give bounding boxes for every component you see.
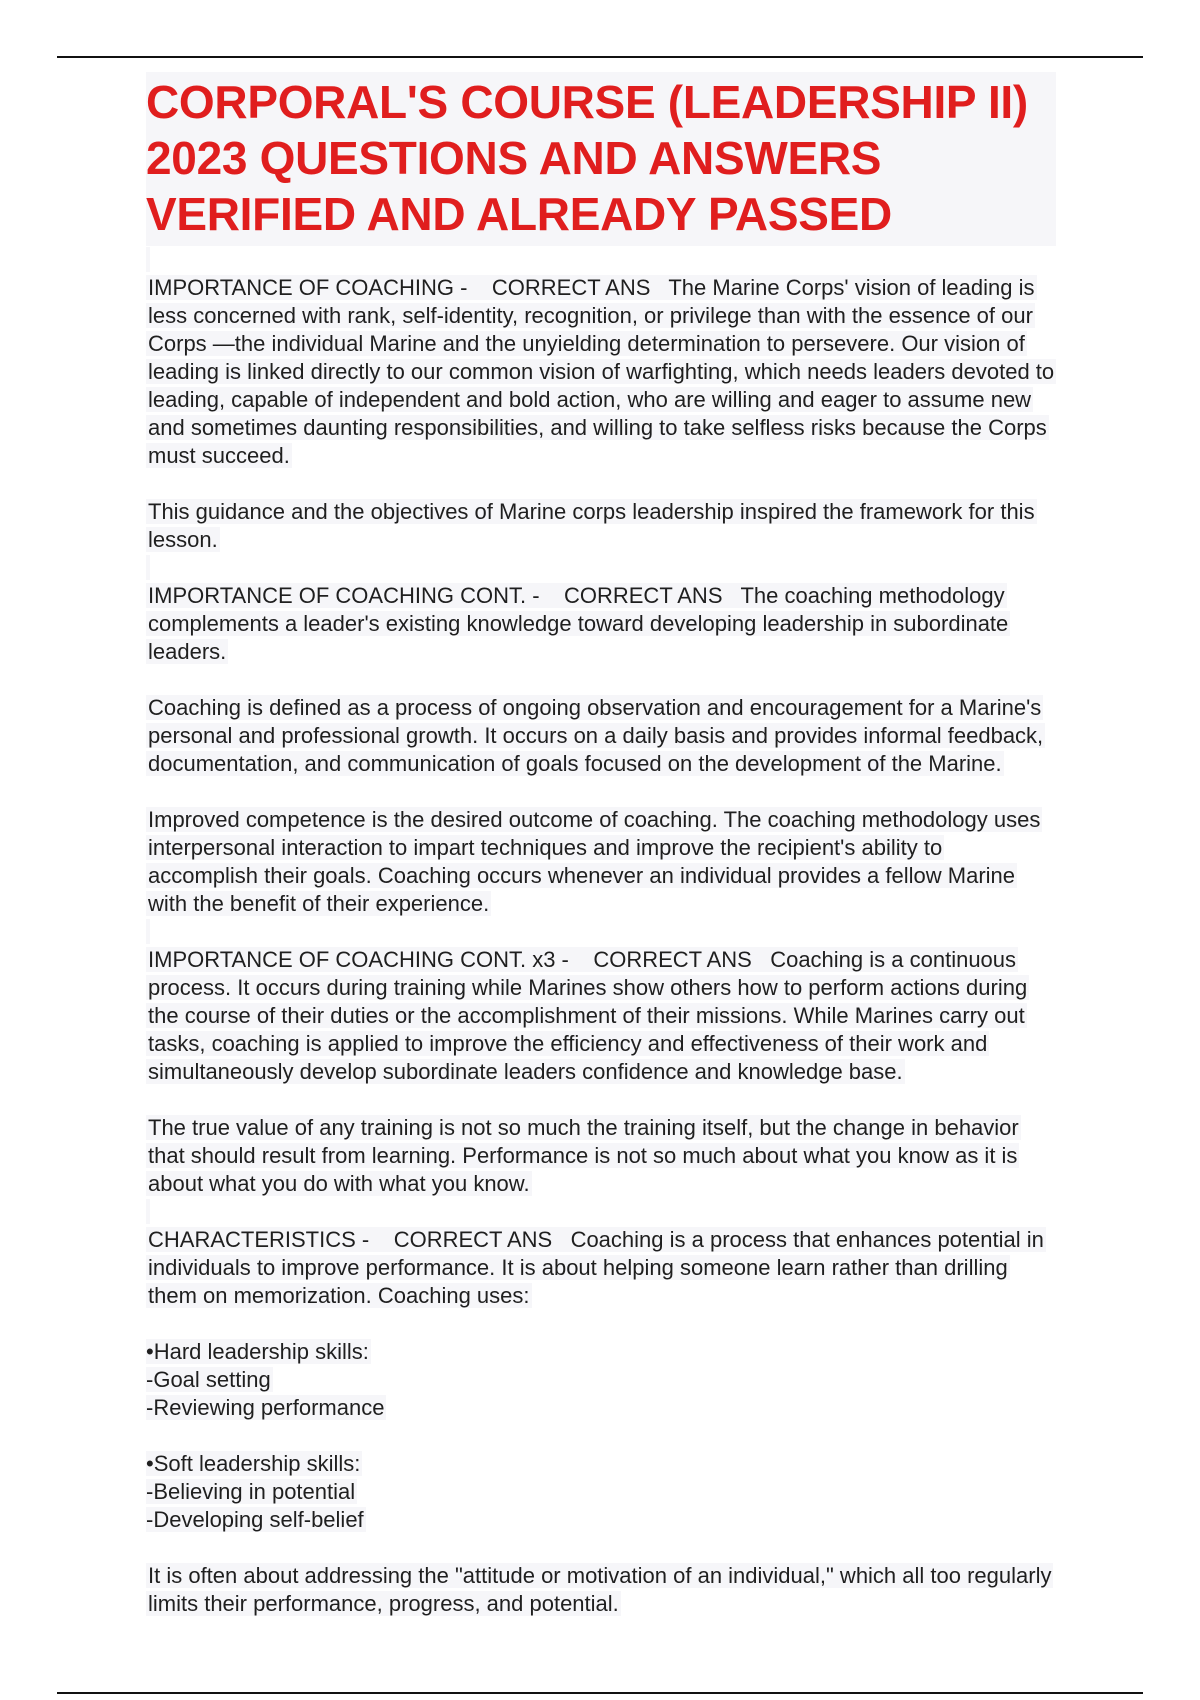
question-text: CHARACTERISTICS - (148, 1227, 370, 1252)
qa-entry (146, 918, 1056, 1198)
answer-label: CORRECT ANS (491, 275, 651, 300)
qa-entry (146, 1198, 1056, 1618)
soft-skills-list (146, 1450, 1056, 1534)
answer-paragraph: This guidance and the objectives of Marine corps leadership inspired the framework for this lesson. (148, 499, 1035, 552)
answer-label: CORRECT ANS (393, 1227, 553, 1252)
question-text: IMPORTANCE OF COACHING - (148, 275, 468, 300)
document-body (146, 246, 1056, 1618)
qa-entry (146, 246, 1056, 554)
answer-paragraph: Improved competence is the desired outcome of coaching. The coaching methodology uses interpersonal interaction to impart techniques and improve the recipient's ability to accomplish their goals. Coaching occurs whenever an individual provides a fellow Marine with the benefit of their experience. (148, 807, 1041, 916)
list-item: -Goal setting (146, 1367, 271, 1392)
hard-skills-list (146, 1338, 1056, 1422)
answer-paragraph: Coaching is a process that enhances potential in individuals to improve performance. It is about helping someone learn rather than drilling them on memorization. Coaching uses: (148, 1227, 1044, 1308)
top-rule (57, 56, 1143, 58)
answer-label: CORRECT ANS (563, 583, 723, 608)
answer-paragraph: The coaching methodology complements a leader's existing knowledge toward developing leadership in subordinate leaders. (148, 583, 1009, 664)
answer-label: CORRECT ANS (593, 947, 752, 972)
answer-paragraph: The Marine Corps' vision of leading is less concerned with rank, self-identity, recognition, or privilege than with the essence of our Corps —the individual Marine and the unyielding determination to persevere. Our vision of leading is linked directly to our common vision of warfighting, which needs leaders devoted to leading, capable of independent and bold action, who are willing and eager to assume new and sometimes daunting responsibilities, and willing to take selfless risks because the Corps must succeed. (148, 275, 1055, 468)
list-item: -Developing self-belief (146, 1507, 364, 1532)
answer-paragraph: The true value of any training is not so much the training itself, but the change in behavior that should result from learning. Performance is not so much about what you know as it is about what you do with what you know. (148, 1115, 1019, 1196)
list-item: -Believing in potential (146, 1479, 356, 1504)
answer-paragraph: Coaching is a continuous process. It occurs during training while Marines show others how to perform actions during the course of their duties or the accomplishment of their missions. While Marines carry out tasks, coaching is applied to improve the efficiency and effectiveness of their work and simultaneously develop subordinate leaders confidence and knowledge base. (148, 947, 1028, 1084)
bottom-rule (57, 1692, 1143, 1694)
question-text: IMPORTANCE OF COACHING CONT. x3 - (148, 947, 569, 972)
list-heading: •Hard leadership skills: (146, 1339, 369, 1364)
answer-paragraph: Coaching is defined as a process of ongoing observation and encouragement for a Marine's personal and professional growth. It occurs on a daily basis and provides informal feedback, documentation, and communication of goals focused on the development of the Marine. (148, 695, 1044, 776)
closing-paragraph: It is often about addressing the "attitude or motivation of an individual," which all too regularly limits their performance, progress, and potential. (148, 1563, 1052, 1616)
document-title: CORPORAL'S COURSE (LEADERSHIP II) 2023 QUESTIONS AND ANSWERS VERIFIED AND ALREADY PASSED (146, 72, 1056, 246)
qa-entry (146, 554, 1056, 918)
list-heading: •Soft leadership skills: (146, 1451, 361, 1476)
document-page (146, 72, 1056, 1618)
list-item: -Reviewing performance (146, 1395, 385, 1420)
question-text: IMPORTANCE OF COACHING CONT. - (148, 583, 540, 608)
